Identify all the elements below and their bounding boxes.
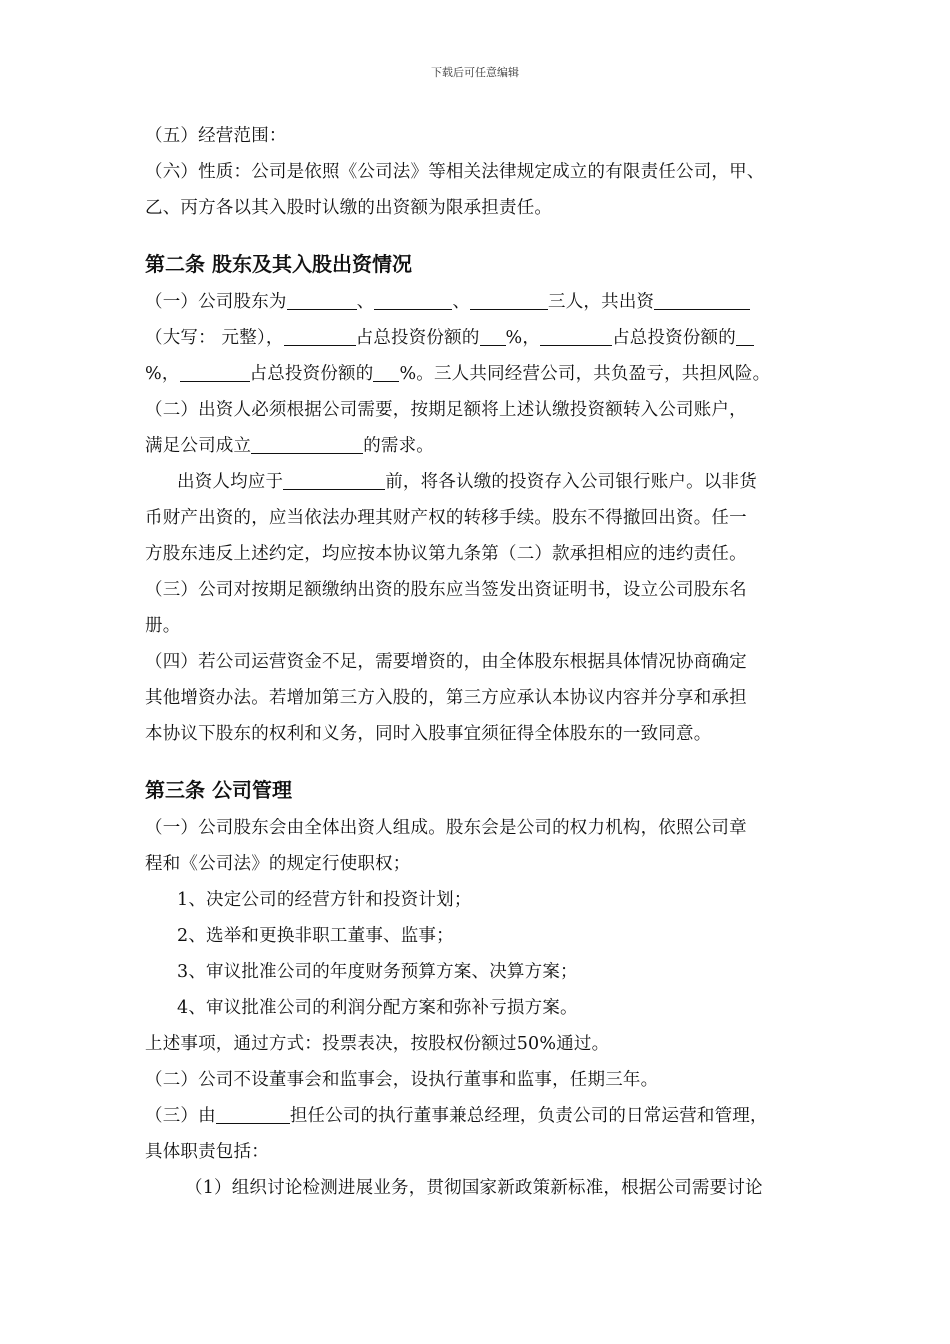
text: 三人，共出资 <box>548 292 655 312</box>
fill-blank[interactable] <box>373 361 399 382</box>
text: （三）由 <box>145 1106 216 1126</box>
page-header: 下载后可任意编辑 <box>431 66 519 79</box>
paragraph-line: 具体职责包括： <box>145 1142 269 1162</box>
fill-blank[interactable] <box>287 289 357 310</box>
fill-blank[interactable] <box>251 433 363 454</box>
article-3-heading: 第三条 公司管理 <box>145 778 292 802</box>
fill-blank[interactable] <box>540 325 612 346</box>
paragraph-line: 乙、丙方各以其入股时认缴的出资额为限承担责任。 <box>145 198 553 218</box>
fill-blank[interactable] <box>480 325 506 346</box>
text: （大写： 元整）， <box>145 328 284 348</box>
paragraph-line <box>145 356 825 392</box>
paragraph-line: 本协议下股东的权利和义务，同时入股事宜须征得全体股东的一致同意。 <box>145 724 712 744</box>
paragraph-line <box>145 320 825 356</box>
text: %。三人共同经营公司，共负盈亏，共担风险。 <box>399 364 771 384</box>
paragraph-line: 册。 <box>145 616 181 636</box>
text: 占总投资份额的 <box>612 328 736 348</box>
paragraph-line: 方股东违反上述约定，均应按本协议第九条第（二）款承担相应的违约责任。 <box>145 544 747 564</box>
text: %， <box>505 328 541 348</box>
text: 前，将各认缴的投资存入公司银行账户。以非货 <box>385 472 757 492</box>
paragraph-line: 程和《公司法》的规定行使职权； <box>145 854 411 874</box>
list-item: 2、选举和更换非职工董事、监事； <box>177 926 454 946</box>
fill-blank[interactable] <box>654 289 750 310</box>
text: 的需求。 <box>363 436 435 456</box>
list-item: 1、决定公司的经营方针和投资计划； <box>177 890 472 910</box>
fill-blank[interactable] <box>736 325 754 346</box>
text: %， <box>145 364 180 384</box>
fill-blank[interactable] <box>470 289 548 310</box>
text: 担任公司的执行董事兼总经理，负责公司的日常运营和管理， <box>289 1106 768 1126</box>
paragraph-line <box>145 464 825 500</box>
paragraph-line: 币财产出资的，应当依法办理其财产权的转移手续。股东不得撤回出资。任一 <box>145 508 747 528</box>
document-body <box>145 118 825 1206</box>
text: （一）公司股东为 <box>145 292 287 312</box>
text: 占总投资份额的 <box>249 364 374 384</box>
fill-blank[interactable] <box>216 1103 290 1124</box>
paragraph-line: （三）公司对按期足额缴纳出资的股东应当签发出资证明书，设立公司股东名 <box>145 580 747 600</box>
paragraph-line: （二）出资人必须根据公司需要，按期足额将上述认缴投资额转入公司账户， <box>145 400 747 420</box>
paragraph-line: （四）若公司运营资金不足，需要增资的，由全体股东根据具体情况协商确定 <box>145 652 747 672</box>
paragraph-line <box>145 284 825 320</box>
text: 、 <box>452 292 471 312</box>
paragraph-line: （二）公司不设董事会和监事会，设执行董事和监事，任期三年。 <box>145 1070 659 1090</box>
list-item: 3、审议批准公司的年度财务预算方案、决算方案； <box>177 962 578 982</box>
paragraph-line: 上述事项，通过方式：投票表决，按股权份额过50%通过。 <box>145 1034 610 1054</box>
text: 出资人均应于 <box>177 472 284 492</box>
text: 满足公司成立 <box>145 436 252 456</box>
paragraph-line <box>145 428 825 464</box>
paragraph-line: （1）组织讨论检测进展业务，贯彻国家新政策新标准，根据公司需要讨论 <box>185 1178 763 1198</box>
fill-blank[interactable] <box>180 361 250 382</box>
paragraph-line: 其他增资办法。若增加第三方入股的，第三方应承认本协议内容并分享和承担 <box>145 688 747 708</box>
fill-blank[interactable] <box>283 469 385 490</box>
paragraph-line: （六）性质：公司是依照《公司法》等相关法律规定成立的有限责任公司，甲、 <box>145 162 765 182</box>
list-item: 4、审议批准公司的利润分配方案和弥补亏损方案。 <box>177 998 578 1018</box>
fill-blank[interactable] <box>284 325 356 346</box>
paragraph-line <box>145 1098 825 1134</box>
article-2-heading: 第二条 股东及其入股出资情况 <box>145 252 412 276</box>
paragraph-line: （一）公司股东会由全体出资人组成。股东会是公司的权力机构，依照公司章 <box>145 818 747 838</box>
text: 占总投资份额的 <box>355 328 480 348</box>
fill-blank[interactable] <box>374 289 452 310</box>
text: 、 <box>356 292 375 312</box>
paragraph-line: （五）经营范围： <box>145 126 287 146</box>
